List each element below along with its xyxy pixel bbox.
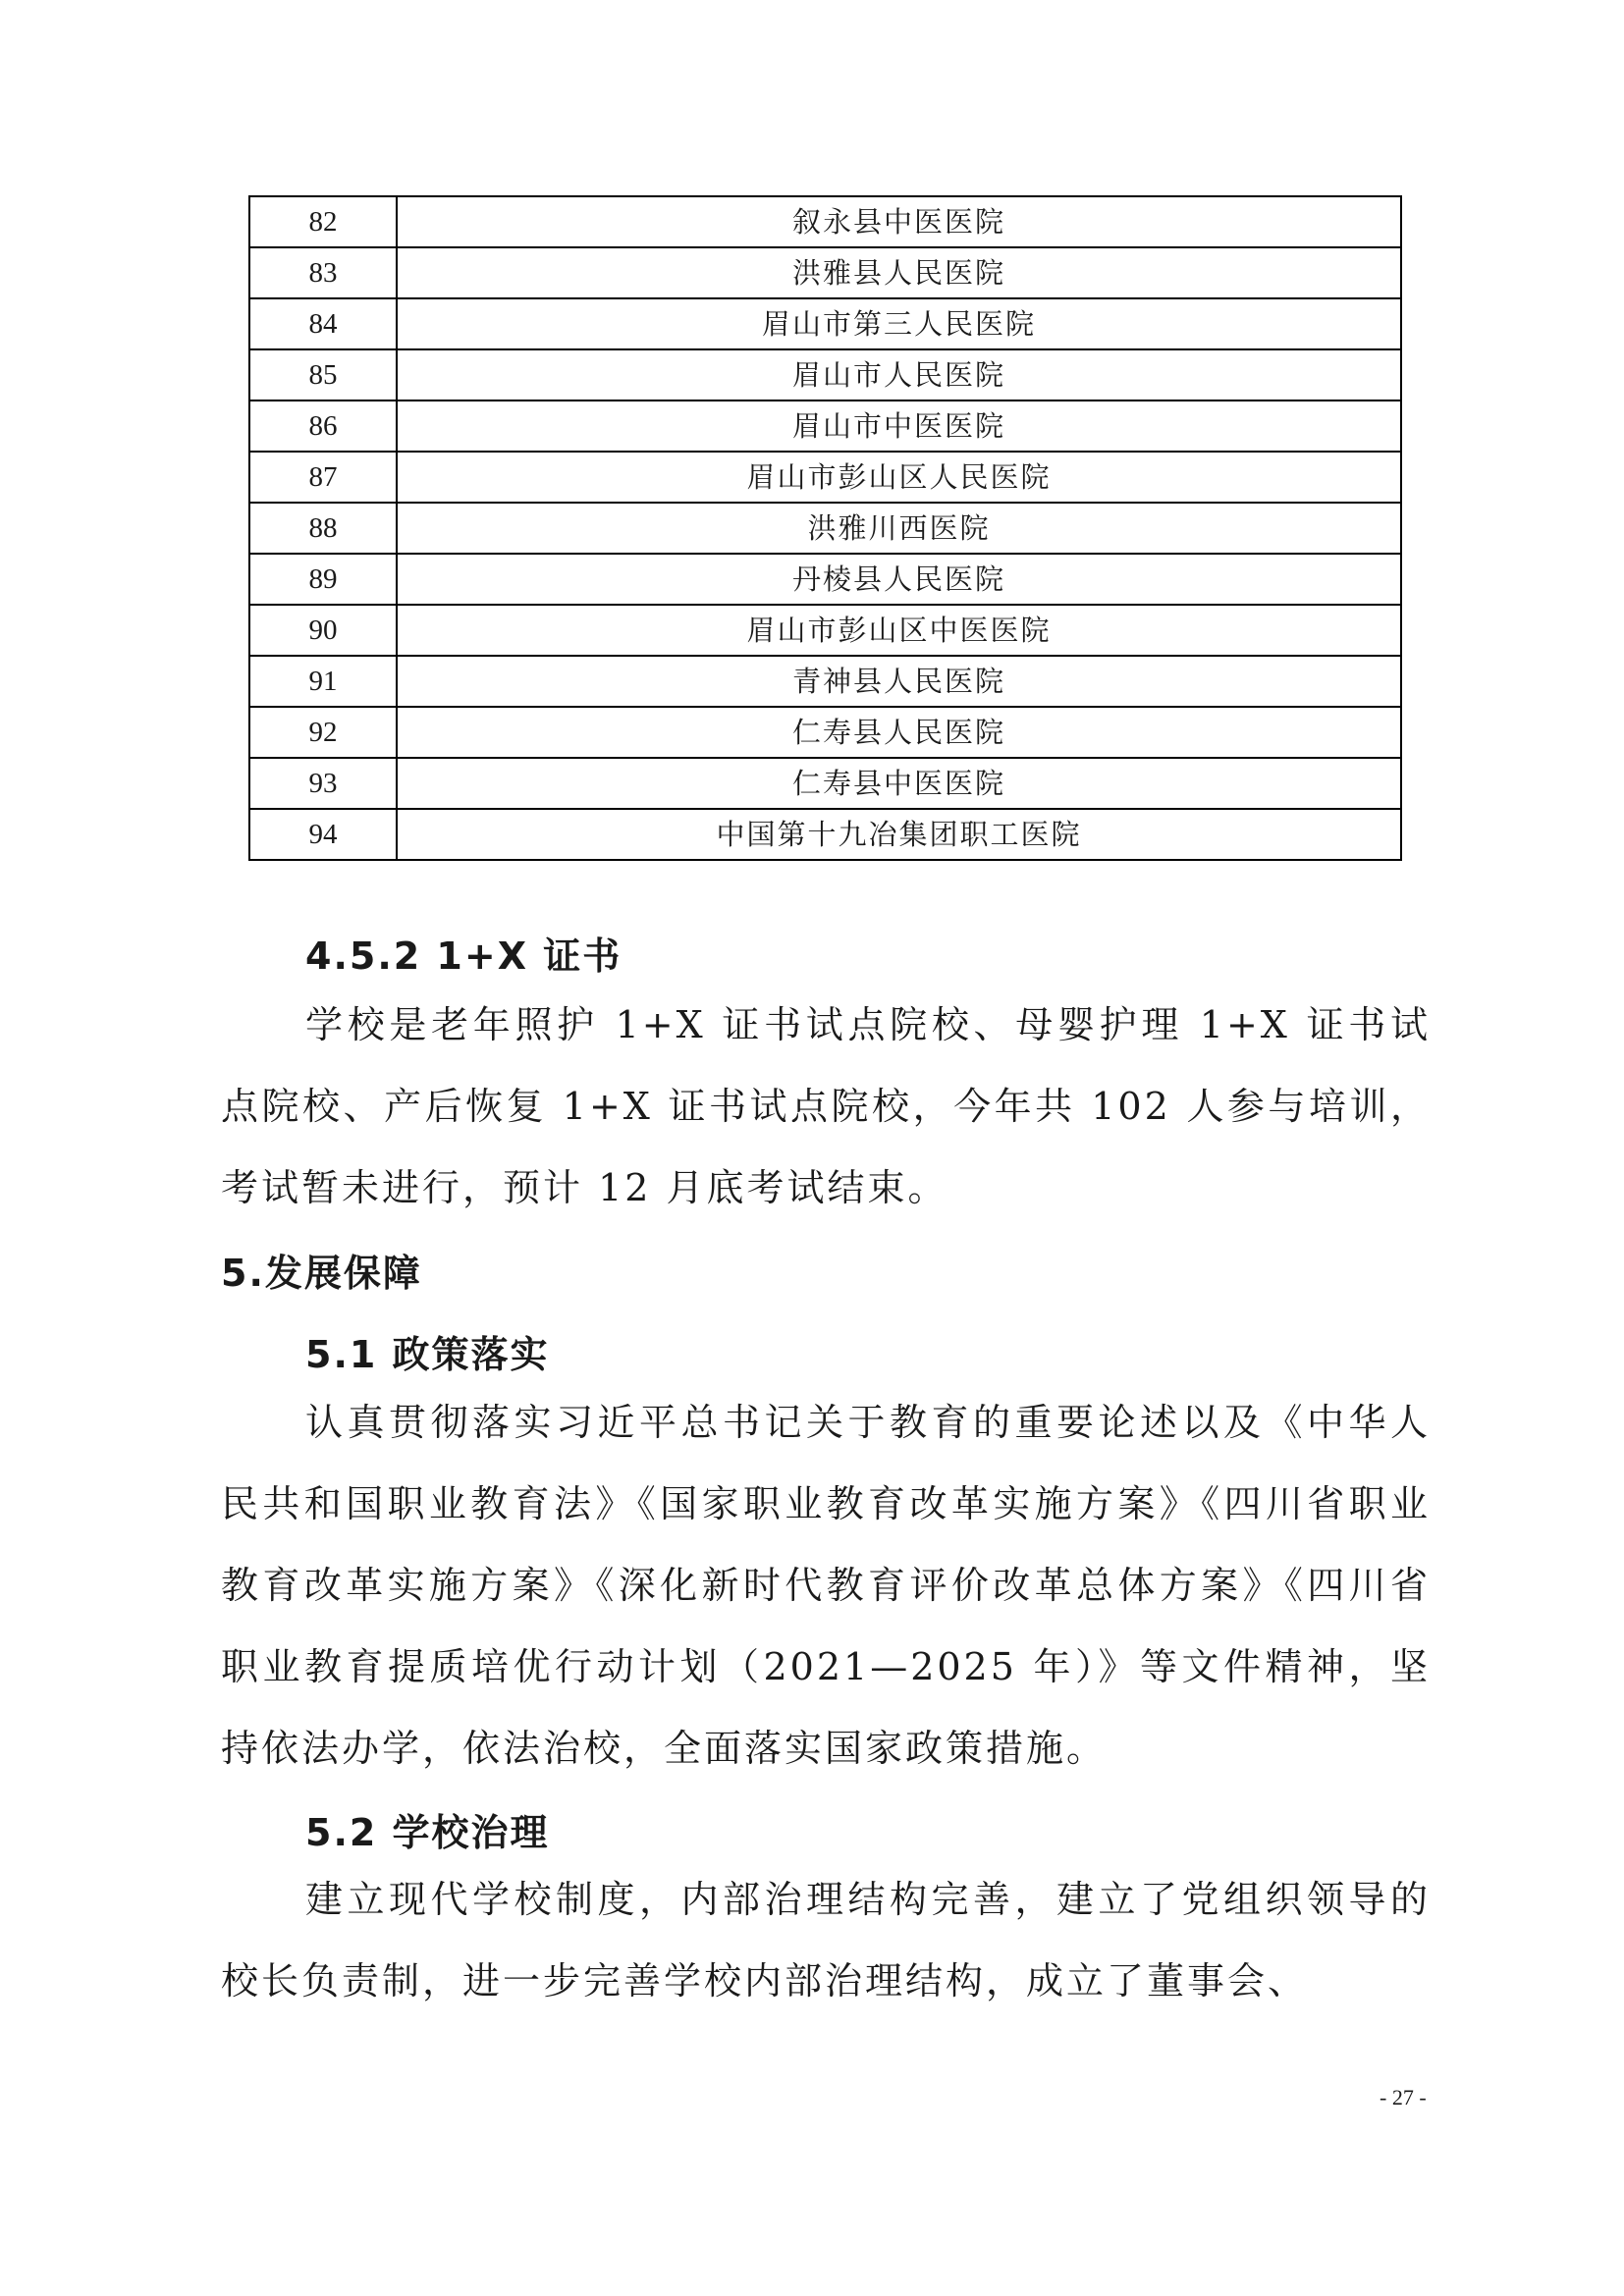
row-number-cell: 85 xyxy=(249,349,397,400)
hospital-name-cell: 眉山市彭山区人民医院 xyxy=(397,452,1401,503)
hospital-list-table xyxy=(248,195,1402,861)
paragraph-1x-certificate: 学校是老年照护 1+X 证书试点院校、母婴护理 1+X 证书试点院校、产后恢复 1+X 证书试点院校，今年共 102 人参与培训，考试暂未进行，预计 12 月底考试结束。 xyxy=(221,1003,1431,1209)
row-number-cell: 92 xyxy=(249,707,397,758)
table-row xyxy=(249,656,1401,707)
hospital-name-cell: 中国第十九冶集团职工医院 xyxy=(397,809,1401,860)
hospital-name-cell: 丹棱县人民医院 xyxy=(397,554,1401,605)
table-row xyxy=(249,349,1401,400)
hospital-name-cell: 仁寿县中医医院 xyxy=(397,758,1401,809)
table-row xyxy=(249,247,1401,298)
row-number-cell: 90 xyxy=(249,605,397,656)
table-row xyxy=(249,196,1401,247)
row-number-cell: 83 xyxy=(249,247,397,298)
hospital-name-cell: 青神县人民医院 xyxy=(397,656,1401,707)
section-heading-4-5-2: 4.5.2 1+X 证书 xyxy=(305,934,623,978)
row-number-cell: 84 xyxy=(249,298,397,349)
row-number-cell: 89 xyxy=(249,554,397,605)
row-number-cell: 94 xyxy=(249,809,397,860)
page-number: - 27 - xyxy=(1380,2085,1427,2109)
hospital-name-cell: 眉山市第三人民医院 xyxy=(397,298,1401,349)
table-row xyxy=(249,758,1401,809)
hospital-name-cell: 洪雅川西医院 xyxy=(397,503,1401,554)
row-number-cell: 86 xyxy=(249,400,397,452)
table-row xyxy=(249,707,1401,758)
hospital-name-cell: 眉山市彭山区中医医院 xyxy=(397,605,1401,656)
table-row xyxy=(249,605,1401,656)
row-number-cell: 91 xyxy=(249,656,397,707)
hospital-name-cell: 叙永县中医医院 xyxy=(397,196,1401,247)
hospital-name-cell: 洪雅县人民医院 xyxy=(397,247,1401,298)
table-row xyxy=(249,400,1401,452)
table-row xyxy=(249,554,1401,605)
hospital-name-cell: 仁寿县人民医院 xyxy=(397,707,1401,758)
section-heading-5-1: 5.1 政策落实 xyxy=(305,1333,550,1376)
table-body xyxy=(249,196,1401,860)
row-number-cell: 82 xyxy=(249,196,397,247)
section-heading-5: 5.发展保障 xyxy=(221,1252,422,1295)
table-row xyxy=(249,452,1401,503)
table-row xyxy=(249,298,1401,349)
hospital-name-cell: 眉山市中医医院 xyxy=(397,400,1401,452)
row-number-cell: 88 xyxy=(249,503,397,554)
table-row xyxy=(249,503,1401,554)
paragraph-school-governance: 建立现代学校制度，内部治理结构完善，建立了党组织领导的校长负责制，进一步完善学校内部治理结构，成立了董事会、 xyxy=(221,1878,1431,2002)
hospital-name-cell: 眉山市人民医院 xyxy=(397,349,1401,400)
table-row xyxy=(249,809,1401,860)
section-heading-5-2: 5.2 学校治理 xyxy=(305,1811,550,1854)
row-number-cell: 87 xyxy=(249,452,397,503)
paragraph-policy-implementation: 认真贯彻落实习近平总书记关于教育的重要论述以及《中华人民共和国职业教育法》《国家职业教育改革实施方案》《四川省职业教育改革实施方案》《深化新时代教育评价改革总体方案》《四川省职业教育提质培优行动计划（2021—2025 年）》等文件精神，坚持依法办学，依法治校，全面落实国家政策措施。 xyxy=(221,1401,1431,1770)
row-number-cell: 93 xyxy=(249,758,397,809)
